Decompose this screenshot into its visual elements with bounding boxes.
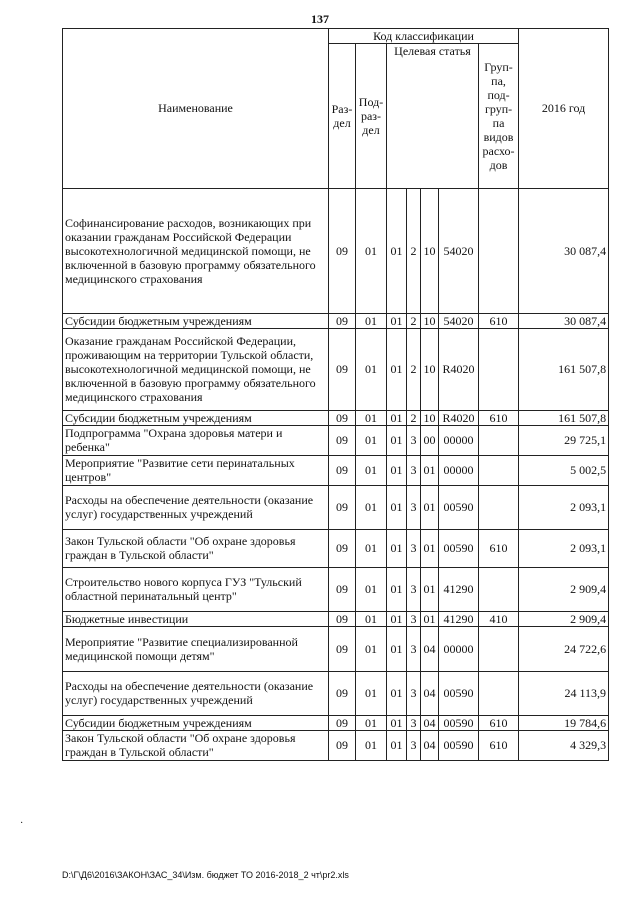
header-gruppa: Груп- па, под- груп- па видов расхо- дов <box>479 44 519 189</box>
cell-podrazdel: 01 <box>356 671 387 715</box>
cell-cs1: 01 <box>387 188 407 313</box>
header-podrazdel: Под- раз- дел <box>356 44 387 189</box>
cell-podrazdel: 01 <box>356 626 387 671</box>
cell-cs1: 01 <box>387 529 407 567</box>
budget-rows <box>63 188 609 760</box>
cell-amount: 4 329,3 <box>519 730 609 760</box>
cell-vr <box>479 328 519 410</box>
cell-cs1: 01 <box>387 671 407 715</box>
cell-cs2: 2 <box>407 410 421 425</box>
cell-amount: 19 784,6 <box>519 715 609 730</box>
cell-podrazdel: 01 <box>356 715 387 730</box>
table-row <box>63 715 609 730</box>
cell-razdel: 09 <box>329 611 356 626</box>
cell-vr <box>479 425 519 455</box>
cell-cs1: 01 <box>387 425 407 455</box>
cell-cs3: 04 <box>421 626 439 671</box>
cell-cs3: 01 <box>421 455 439 485</box>
cell-name: Оказание гражданам Российской Федерации, проживающим на территории Тульской области, высокотехнологичной медицинской помощи, не включенной в базовую программу обязательного медицинского страхования <box>63 328 329 410</box>
table-row <box>63 455 609 485</box>
table-row <box>63 529 609 567</box>
cell-amount: 29 725,1 <box>519 425 609 455</box>
cell-cs3: 10 <box>421 188 439 313</box>
cell-vr: 610 <box>479 715 519 730</box>
cell-cs2: 3 <box>407 671 421 715</box>
cell-cs3: 04 <box>421 730 439 760</box>
cell-name: Расходы на обеспечение деятельности (оказание услуг) государственных учреждений <box>63 485 329 529</box>
cell-amount: 161 507,8 <box>519 410 609 425</box>
cell-cs3: 04 <box>421 671 439 715</box>
cell-podrazdel: 01 <box>356 611 387 626</box>
cell-podrazdel: 01 <box>356 485 387 529</box>
cell-razdel: 09 <box>329 529 356 567</box>
header-razdel: Раз- дел <box>329 44 356 189</box>
cell-cs1: 01 <box>387 328 407 410</box>
table-row <box>63 626 609 671</box>
cell-vr: 610 <box>479 313 519 328</box>
cell-cs2: 3 <box>407 626 421 671</box>
cell-name: Софинансирование расходов, возникающих при оказании гражданам Российской Федерации высокотехнологичной медицинской помощи, не включенной в базовую программу обязательного медицинского страхования <box>63 188 329 313</box>
cell-amount: 2 909,4 <box>519 567 609 611</box>
cell-cs1: 01 <box>387 715 407 730</box>
cell-vr <box>479 188 519 313</box>
cell-cs2: 2 <box>407 188 421 313</box>
cell-cs3: 10 <box>421 410 439 425</box>
cell-cs2: 3 <box>407 455 421 485</box>
cell-cs4: 00590 <box>439 671 479 715</box>
table-row <box>63 485 609 529</box>
cell-cs4: 41290 <box>439 611 479 626</box>
cell-cs4: 00000 <box>439 455 479 485</box>
cell-amount: 24 722,6 <box>519 626 609 671</box>
cell-cs2: 3 <box>407 567 421 611</box>
cell-razdel: 09 <box>329 425 356 455</box>
budget-table <box>62 28 609 761</box>
cell-razdel: 09 <box>329 671 356 715</box>
cell-cs3: 00 <box>421 425 439 455</box>
header-year: 2016 год <box>519 29 609 189</box>
cell-cs2: 3 <box>407 611 421 626</box>
cell-cs2: 2 <box>407 328 421 410</box>
cell-cs3: 10 <box>421 313 439 328</box>
cell-cs4: 00000 <box>439 626 479 671</box>
cell-cs4: 41290 <box>439 567 479 611</box>
cell-razdel: 09 <box>329 410 356 425</box>
cell-vr: 610 <box>479 730 519 760</box>
cell-name: Субсидии бюджетным учреждениям <box>63 715 329 730</box>
cell-podrazdel: 01 <box>356 730 387 760</box>
cell-cs2: 3 <box>407 529 421 567</box>
cell-podrazdel: 01 <box>356 567 387 611</box>
page-number: 137 <box>311 12 329 26</box>
table-row <box>63 611 609 626</box>
cell-cs1: 01 <box>387 611 407 626</box>
cell-cs4: R4020 <box>439 328 479 410</box>
cell-name: Строительство нового корпуса ГУЗ "Тульский областной перинатальный центр" <box>63 567 329 611</box>
cell-razdel: 09 <box>329 485 356 529</box>
cell-cs2: 3 <box>407 715 421 730</box>
cell-podrazdel: 01 <box>356 410 387 425</box>
cell-cs1: 01 <box>387 485 407 529</box>
cell-cs1: 01 <box>387 313 407 328</box>
cell-vr <box>479 626 519 671</box>
cell-razdel: 09 <box>329 328 356 410</box>
cell-cs4: 00590 <box>439 715 479 730</box>
cell-vr <box>479 455 519 485</box>
cell-vr <box>479 567 519 611</box>
cell-name: Субсидии бюджетным учреждениям <box>63 313 329 328</box>
cell-cs4: 54020 <box>439 313 479 328</box>
table-row <box>63 188 609 313</box>
cell-cs3: 01 <box>421 611 439 626</box>
cell-cs4: 00590 <box>439 485 479 529</box>
cell-amount: 2 093,1 <box>519 485 609 529</box>
cell-amount: 30 087,4 <box>519 188 609 313</box>
cell-cs4: 00000 <box>439 425 479 455</box>
cell-name: Расходы на обеспечение деятельности (оказание услуг) государственных учреждений <box>63 671 329 715</box>
cell-razdel: 09 <box>329 313 356 328</box>
header-tselevaya-spacer <box>387 58 479 188</box>
cell-razdel: 09 <box>329 567 356 611</box>
header-classification: Код классификации <box>329 29 519 44</box>
table-row <box>63 410 609 425</box>
cell-cs3: 01 <box>421 529 439 567</box>
table-row <box>63 671 609 715</box>
table-row <box>63 313 609 328</box>
cell-podrazdel: 01 <box>356 455 387 485</box>
cell-cs1: 01 <box>387 626 407 671</box>
cell-amount: 2 093,1 <box>519 529 609 567</box>
cell-cs1: 01 <box>387 455 407 485</box>
cell-cs3: 10 <box>421 328 439 410</box>
cell-cs4: 54020 <box>439 188 479 313</box>
cell-cs4: 00590 <box>439 730 479 760</box>
cell-razdel: 09 <box>329 715 356 730</box>
cell-podrazdel: 01 <box>356 425 387 455</box>
cell-cs2: 3 <box>407 485 421 529</box>
cell-name: Мероприятие "Развитие специализированной медицинской помощи детям" <box>63 626 329 671</box>
cell-podrazdel: 01 <box>356 529 387 567</box>
cell-vr: 610 <box>479 529 519 567</box>
cell-cs2: 2 <box>407 313 421 328</box>
cell-podrazdel: 01 <box>356 188 387 313</box>
cell-amount: 161 507,8 <box>519 328 609 410</box>
cell-vr: 410 <box>479 611 519 626</box>
table-row <box>63 567 609 611</box>
cell-podrazdel: 01 <box>356 328 387 410</box>
cell-name: Подпрограмма "Охрана здоровья матери и ребенка" <box>63 425 329 455</box>
cell-razdel: 09 <box>329 188 356 313</box>
footer-file-path: D:\Г\Д6\2016\ЗАКОН\ЗАС_34\Изм. бюджет ТО 2016-2018_2 чт\pr2.xls <box>62 870 349 880</box>
cell-cs3: 01 <box>421 567 439 611</box>
cell-cs1: 01 <box>387 567 407 611</box>
cell-razdel: 09 <box>329 730 356 760</box>
cell-amount: 5 002,5 <box>519 455 609 485</box>
cell-cs4: 00590 <box>439 529 479 567</box>
cell-name: Закон Тульской области "Об охране здоровья граждан в Тульской области" <box>63 529 329 567</box>
cell-razdel: 09 <box>329 455 356 485</box>
header-tselevaya: Целевая статья <box>387 44 479 59</box>
cell-cs4: R4020 <box>439 410 479 425</box>
cell-vr: 610 <box>479 410 519 425</box>
table-row <box>63 328 609 410</box>
cell-amount: 30 087,4 <box>519 313 609 328</box>
cell-podrazdel: 01 <box>356 313 387 328</box>
cell-vr <box>479 485 519 529</box>
cell-name: Закон Тульской области "Об охране здоровья граждан в Тульской области" <box>63 730 329 760</box>
cell-cs2: 3 <box>407 730 421 760</box>
cell-cs1: 01 <box>387 410 407 425</box>
cell-amount: 2 909,4 <box>519 611 609 626</box>
cell-cs1: 01 <box>387 730 407 760</box>
table-row <box>63 425 609 455</box>
cell-name: Субсидии бюджетным учреждениям <box>63 410 329 425</box>
cell-amount: 24 113,9 <box>519 671 609 715</box>
stray-mark: · <box>20 818 24 829</box>
cell-name: Бюджетные инвестиции <box>63 611 329 626</box>
cell-cs3: 04 <box>421 715 439 730</box>
cell-razdel: 09 <box>329 626 356 671</box>
header-name: Наименование <box>63 29 329 189</box>
cell-cs2: 3 <box>407 425 421 455</box>
cell-name: Мероприятие "Развитие сети перинатальных центров" <box>63 455 329 485</box>
table-row <box>63 730 609 760</box>
cell-vr <box>479 671 519 715</box>
cell-cs3: 01 <box>421 485 439 529</box>
